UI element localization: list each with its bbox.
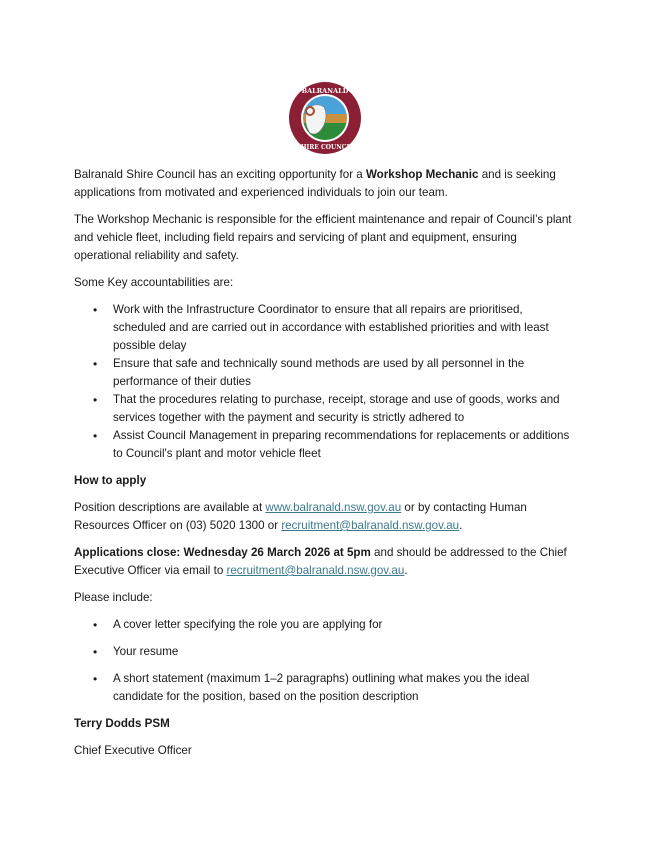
bullet-icon: • — [93, 393, 98, 407]
bullet-icon: • — [93, 618, 98, 632]
list-item: • Work with the Infrastructure Coordinator to ensure that all repairs are prioritised, scheduled and are carried out in accordance with established priorities and with least possible delay — [93, 303, 549, 352]
role-description: The Workshop Mechanic is responsible for the efficient maintenance and repair of Council’s plant and vehicle fleet, including field repairs and servicing of plant and equipment, ensuring operational reliability and safety. — [74, 213, 572, 262]
council-logo — [288, 81, 362, 155]
email-link-closing[interactable]: recruitment@balranald.nsw.gov.au — [226, 564, 405, 577]
email-link[interactable]: recruitment@balranald.nsw.gov.au — [281, 519, 460, 532]
document-body — [74, 166, 574, 769]
how-to-apply-heading: How to apply — [74, 474, 147, 487]
logo-top-text: BALRANALD — [301, 87, 349, 95]
role-title: Workshop Mechanic — [365, 168, 479, 181]
accountabilities-heading: Some Key accountabilities are: — [74, 276, 234, 289]
include-list — [74, 616, 574, 706]
bullet-icon: • — [93, 357, 98, 371]
logo-bottom-text: SHIRE COUNCIL — [296, 144, 354, 151]
list-item: • A short statement (maximum 1–2 paragraphs) outlining what makes you the ideal candidate for the position, based on the position description — [93, 672, 530, 703]
website-link[interactable]: www.balranald.nsw.gov.au — [265, 501, 402, 514]
list-item: • Assist Council Management in preparing recommendations for replacements or additions to Council's plant and motor vehicle fleet — [93, 429, 570, 460]
list-item: • Your resume — [93, 645, 179, 659]
list-item: • That the procedures relating to purchase, receipt, storage and use of goods, works and services together with the payment and security is strictly adhered to — [93, 393, 560, 424]
list-item: • Ensure that safe and technically sound methods are used by all personnel in the performance of their duties — [93, 357, 525, 388]
closing-date: Applications close: Wednesday 26 March 2026 at 5pm — [74, 546, 371, 559]
closing-paragraph: Applications close: Wednesday 26 March 2026 at 5pm and should be addressed to the Chief Executive Officer via email to recruitment@balranald.nsw.gov.au. — [74, 546, 567, 577]
accountabilities-list — [74, 301, 574, 463]
bullet-icon: • — [93, 429, 98, 443]
bullet-icon: • — [93, 645, 98, 659]
bullet-icon: • — [93, 672, 98, 686]
how-to-apply-paragraph: Position descriptions are available at www.balranald.nsw.gov.au or by contacting Human Resources Officer on (03) 5020 1300 or recruitment@balranald.nsw.gov.au. — [74, 501, 527, 532]
include-heading: Please include: — [74, 591, 153, 604]
intro-paragraph: Balranald Shire Council has an exciting opportunity for a Workshop Mechanic and is seeking applications from motivated and experienced individuals to join our team. — [74, 168, 556, 199]
signature-title: Chief Executive Officer — [74, 744, 192, 757]
signature-name: Terry Dodds PSM — [74, 717, 170, 730]
list-item: • A cover letter specifying the role you are applying for — [93, 618, 383, 632]
bullet-icon: • — [93, 303, 98, 317]
